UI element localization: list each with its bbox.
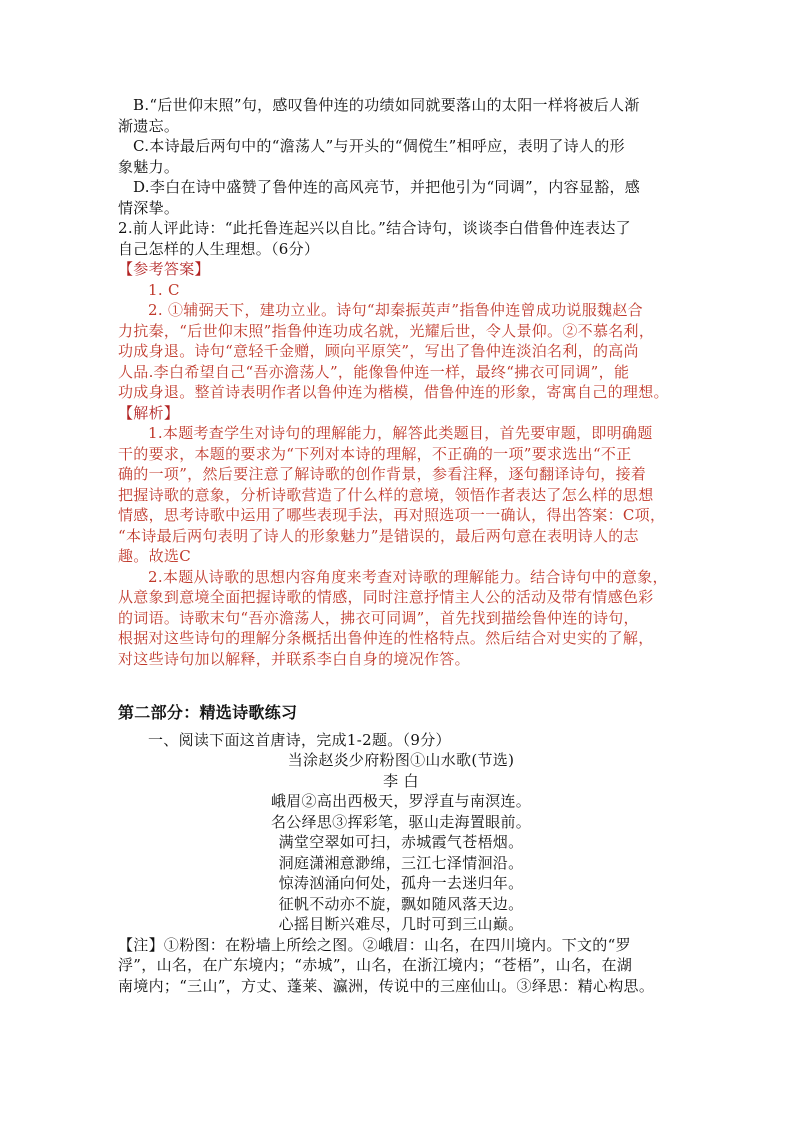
poem-author: 李 白 [383, 771, 419, 790]
analysis-2-line4: 根据对这些诗句的理解分条概括出鲁仲连的性格特点。然后结合对史实的了解， [118, 629, 654, 647]
analysis-1-line4: 把握诗歌的意象，分析诗歌营造了什么样的意境，领悟作者表达了怎么样的思想 [118, 485, 654, 504]
poem-line: 满堂空翠如可扫，赤城霞气苍梧烟。 [278, 833, 524, 851]
poem-line: 惊涛汹涌向何处，孤舟一去迷归年。 [278, 874, 524, 892]
question-2-line1: 2.前人评此诗：“此托鲁连起兴以自比。”结合诗句，谈谈李白借鲁仲连表达了 [118, 219, 631, 237]
analysis-2-line3: 的词语。诗歌末句“吾亦澹荡人，拂衣可同调”，首先找到描绘鲁仲连的诗句， [118, 608, 639, 627]
option-c-line1: C.本诗最后两句中的“澹荡人”与开头的“倜傥生”相呼应，表明了诗人的形 [133, 137, 625, 155]
analysis-1-line2: 干的要求，本题的要求为“下列对本诗的理解，不正确的一项”要求选出“不正 [118, 444, 632, 463]
poem-line: 峨眉②高出西极天，罗浮直与南溟连。 [270, 792, 532, 810]
question-2-line2: 自己怎样的人生理想。（6分） [118, 239, 320, 258]
section-title: 第二部分：精选诗歌练习 [118, 703, 298, 722]
poem-line: 心摇目断兴难尽，几时可到三山巅。 [278, 915, 524, 933]
analysis-2-line5: 对这些诗句加以解释，并联系李白自身的境况作答。 [118, 649, 470, 668]
answer-2-line5: 功成身退。整首诗表明作者以鲁仲连为楷模，借鲁仲连的形象，寄寓自己的理想。 [118, 383, 669, 401]
poem-line: 洞庭潇湘意渺绵，三江七泽情洄沿。 [278, 853, 524, 872]
note-line1: 【注】①粉图：在粉墙上所绘之图。②峨眉：山名，在四川境内。下文的“罗 [118, 935, 631, 954]
analysis-1-line6: “本诗最后两句表明了诗人的形象魅力”是错误的，最后两句意在表明诗人的志 [118, 526, 639, 545]
analysis-2-line2: 从意象到意境全面把握诗歌的情感，同时注意抒情主人公的活动及带有情感色彩 [118, 588, 654, 606]
option-b-line2: 渐遗忘。 [118, 116, 180, 135]
note-line2: 浮”，山名，在广东境内；“赤城”，山名，在浙江境内；“苍梧”，山名，在湖 [118, 956, 633, 974]
answer-2-line2: 力抗秦，“后世仰末照”指鲁仲连功成名就，光耀后世，令人景仰。②不慕名利， [118, 321, 655, 340]
task-instruction: 一、阅读下面这首唐诗，完成1-2题。（9分） [148, 730, 451, 749]
option-d-line1: D.李白在诗中盛赞了鲁仲连的高风亮节，并把他引为“同调”，内容显豁，感 [133, 178, 641, 196]
document-page [118, 95, 684, 996]
analysis-1-line3: 确的一项”，然后要注意了解诗歌的创作背景，参看注释，逐句翻译诗句，接着 [118, 465, 647, 483]
poem-line: 名公绎思③挥彩笔，驱山走海置眼前。 [270, 812, 532, 831]
poem-line: 征帆不动亦不旋，飘如随风落天边。 [278, 894, 524, 913]
option-b-line1: B.“后世仰末照”句，感叹鲁仲连的功绩如同就要落山的太阳一样将被后人渐 [133, 96, 640, 114]
analysis-1-line5: 情感，思考诗歌中运用了哪些表现手法，再对照选项一一确认，得出答案：C项， [118, 506, 666, 524]
option-d-line2: 情深挚。 [118, 198, 180, 217]
note-line3: 南境内；“三山”，方丈、蓬莱、瀛洲，传说中的三座仙山。③绎思：精心构思。 [118, 976, 655, 995]
analysis-1-line7: 趣。故选C [118, 547, 191, 565]
answer-2-line4: 人品.李白希望自己“吾亦澹荡人”，能像鲁仲连一样，最终“拂衣可同调”，能 [118, 362, 630, 381]
analysis-1-line1: 1.本题考查学生对诗句的理解能力，解答此类题目，首先要审题，即明确题 [148, 424, 653, 442]
answer-2-line1: 2. ①辅弼天下，建功立业。诗句“却秦振英声”指鲁仲连曾成功说服魏赵合 [148, 301, 643, 319]
poem-title: 当涂赵炎少府粉图①山水歌(节选) [287, 751, 515, 769]
option-c-line2: 象魅力。 [118, 157, 180, 176]
analysis-header: 【解析】 [118, 403, 180, 422]
answer-1: 1. C [148, 280, 180, 299]
answer-header: 【参考答案】 [118, 260, 210, 278]
analysis-2-line1: 2.本题从诗歌的思想内容角度来考查对诗歌的理解能力。结合诗句中的意象， [148, 567, 668, 586]
answer-2-line3: 功成身退。诗句“意轻千金赠，顾向平原笑”，写出了鲁仲连淡泊名利，的高尚 [118, 342, 639, 360]
